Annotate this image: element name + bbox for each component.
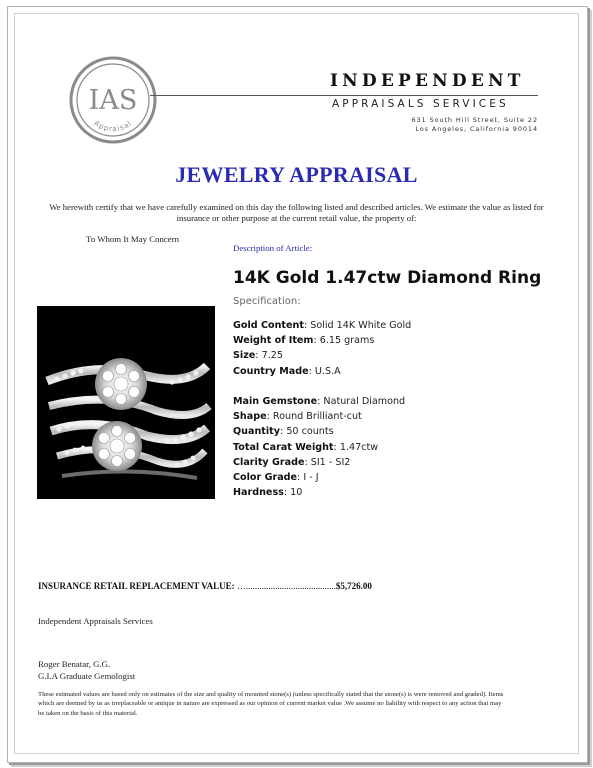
spec-color-grade: Color Grade: I - J bbox=[233, 472, 319, 484]
disclaimer-text: These estimated values are based only on estimates of the size and quality of mounted stone(s) (unless specifically stated that the stone(s) is were removed and graded). Items which are deemed by us as irreplaceable or antique in nature are expressed as our opinion of current market value .We assume no liability with respect to any action that may be taken on the basis of this material. bbox=[38, 691, 504, 717]
logo-ring-text: Appraisal bbox=[92, 119, 134, 134]
intro-text: We herewith certify that we have carefully examined on this day the following listed and described articles. We estimate the value as listed for insurance or other purpose at the current retail value, the property of: bbox=[49, 202, 544, 223]
spec-carat-weight: Total Carat Weight: 1.47ctw bbox=[233, 441, 379, 453]
description-label: Description of Article: bbox=[233, 243, 313, 253]
item-title: 14K Gold 1.47ctw Diamond Ring bbox=[233, 268, 542, 288]
specs-gemstone bbox=[233, 394, 405, 500]
spec-size: Size: 7.25 bbox=[233, 350, 283, 362]
document-title: JEWELRY APPRAISAL bbox=[175, 162, 418, 187]
spec-clarity: Clarity Grade: SI1 - SI2 bbox=[233, 456, 351, 468]
replacement-value-amount: $5,726.00 bbox=[335, 581, 372, 591]
spec-weight: Weight of Item: 6.15 grams bbox=[233, 335, 375, 347]
diamond-ring-image bbox=[37, 306, 215, 499]
replacement-value-label: INSURANCE RETAIL REPLACEMENT VALUE: bbox=[38, 581, 235, 591]
ias-logo-icon bbox=[69, 56, 157, 144]
spec-main-gemstone: Main Gemstone: Natural Diamond bbox=[233, 396, 406, 407]
replacement-value bbox=[38, 581, 372, 591]
logo-text: IAS bbox=[88, 85, 138, 116]
specification-label: Specification: bbox=[233, 296, 301, 307]
signer-name: Roger Benatar, G.G. bbox=[38, 659, 111, 669]
footer-company: Independent Appraisals Services bbox=[38, 616, 153, 626]
address-line-1: 631 South Hill Street, Suite 22 bbox=[411, 116, 538, 124]
company-subtitle: APPRAISALS SERVICES bbox=[332, 98, 509, 110]
address-line-2: Los Angeles, California 90014 bbox=[415, 125, 538, 133]
ring-photo bbox=[37, 306, 215, 499]
spec-country: Country Made: U.S.A bbox=[233, 365, 341, 377]
value-leader-dots: …........................................ bbox=[236, 581, 336, 591]
specs-metal bbox=[233, 318, 411, 379]
spec-hardness: Hardness: 10 bbox=[233, 487, 303, 499]
spec-gold-content: Gold Content: Solid 14K White Gold bbox=[233, 320, 412, 331]
header-divider bbox=[150, 95, 538, 96]
recipient: To Whom It May Concern bbox=[86, 234, 180, 244]
signer-title: G.I.A Graduate Gemologist bbox=[38, 671, 136, 681]
spec-quantity: Quantity: 50 counts bbox=[233, 426, 334, 438]
company-name: INDEPENDENT bbox=[330, 71, 525, 91]
spec-shape: Shape: Round Brilliant-cut bbox=[233, 411, 362, 423]
